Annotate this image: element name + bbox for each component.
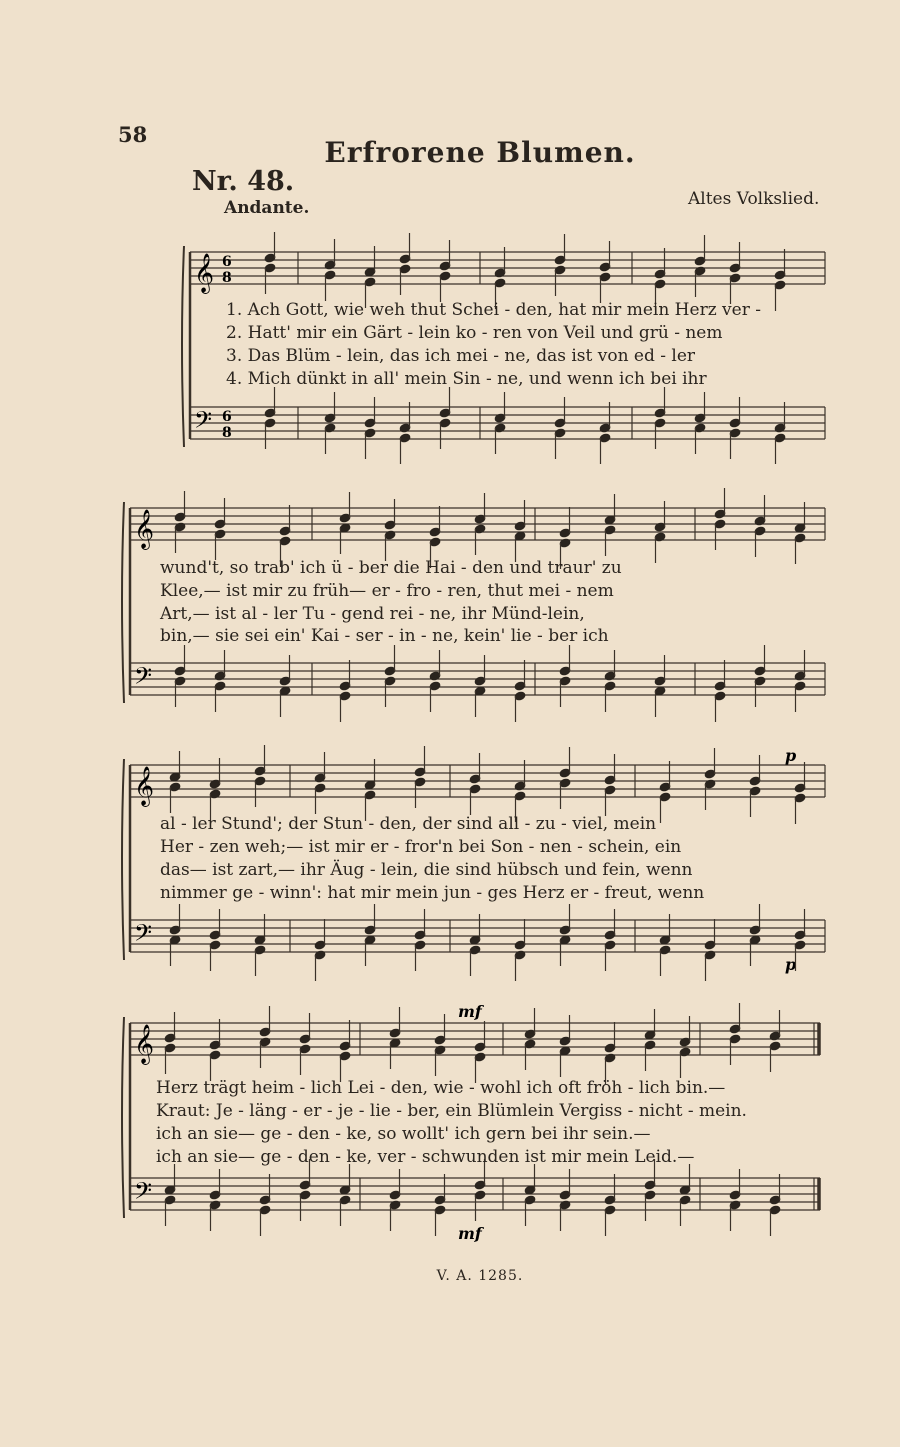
time-sig-bottom: 8 [222,270,232,286]
treble-clef-icon: 𝄞 [134,1024,155,1064]
lyric-line: al - ler Stund'; der Stun - den, der sind all - zu - viel, mein [160,814,657,834]
time-sig-bottom-bass: 8 [222,425,232,441]
time-sig-top: 6 [222,254,232,270]
bass-clef-icon: 𝄢 [134,1177,153,1210]
plate-number: V. A. 1285. [436,1268,524,1284]
lyric-line: ich an sie— ge - den - ke, so wollt' ich gern bei ihr sein.— [156,1124,651,1144]
lyric-line: 1. Ach Gott, wie weh thut Schei - den, hat mir mein Herz ver - [226,300,761,320]
brace-icon [122,502,124,703]
lyric-line: das— ist zart,— ihr Äug - lein, die sind hübsch und fein, wenn [160,860,693,880]
attribution: Altes Volkslied. [688,189,820,209]
lyric-line: bin,— sie sei ein' Kai - ser - in - ne, kein' lie - ber ich [160,626,609,646]
dynamic-mf: mf [458,1003,482,1021]
lyric-line: ich an sie— ge - den - ke, ver - schwunden ist mir mein Leid.— [156,1147,695,1167]
dynamic-p-bass: p [785,955,797,974]
treble-clef-icon: 𝄞 [134,766,155,806]
bass-clef-icon: 𝄢 [134,662,153,695]
lyric-line: wund't, so trab' ich ü - ber die Hai - den und traur' zu [160,558,622,578]
lyric-line: Art,— ist al - ler Tu - gend rei - ne, ihr Münd-lein, [160,604,585,624]
lyric-line: 3. Das Blüm - lein, das ich mei - ne, das ist von ed - ler [226,346,696,366]
treble-clef-icon: 𝄞 [194,253,215,293]
dynamic-p: p [785,746,797,765]
lyric-line: Kraut: Je - läng - er - je - lie - ber, ein Blümlein Vergiss - nicht - mein. [156,1101,747,1121]
tempo-marking: Andante. [224,198,310,218]
page-number: 58 [118,122,148,147]
lyric-line: nimmer ge - winn': hat mir mein jun - ges Herz er - freut, wenn [160,883,705,903]
lyric-line: Herz trägt heim - lich Lei - den, wie - wohl ich oft fröh - lich bin.— [156,1078,726,1098]
time-sig-top-bass: 6 [222,409,232,425]
brace-icon [122,759,124,960]
lyric-line: 2. Hatt' mir ein Gärt - lein ko - ren von Veil und grü - nem [226,323,723,343]
bass-clef-icon: 𝄢 [194,406,213,439]
bass-clef-icon: 𝄢 [134,919,153,952]
brace-icon [122,1017,124,1218]
system-4-staves [120,1003,830,1243]
song-number: Nr. 48. [192,166,295,197]
brace-icon [182,246,184,447]
song-title: Erfrorene Blumen. [324,136,636,169]
dynamic-mf-bass: mf [458,1224,482,1243]
treble-clef-icon: 𝄞 [134,509,155,549]
lyric-line: Her - zen weh;— ist mir er - fror'n bei Son - nen - schein, ein [160,837,682,857]
lyric-line: 4. Mich dünkt in all' mein Sin - ne, und wenn ich bei ihr [226,369,707,389]
lyric-line: Klee,— ist mir zu früh— er - fro - ren, thut mei - nem [160,581,614,601]
